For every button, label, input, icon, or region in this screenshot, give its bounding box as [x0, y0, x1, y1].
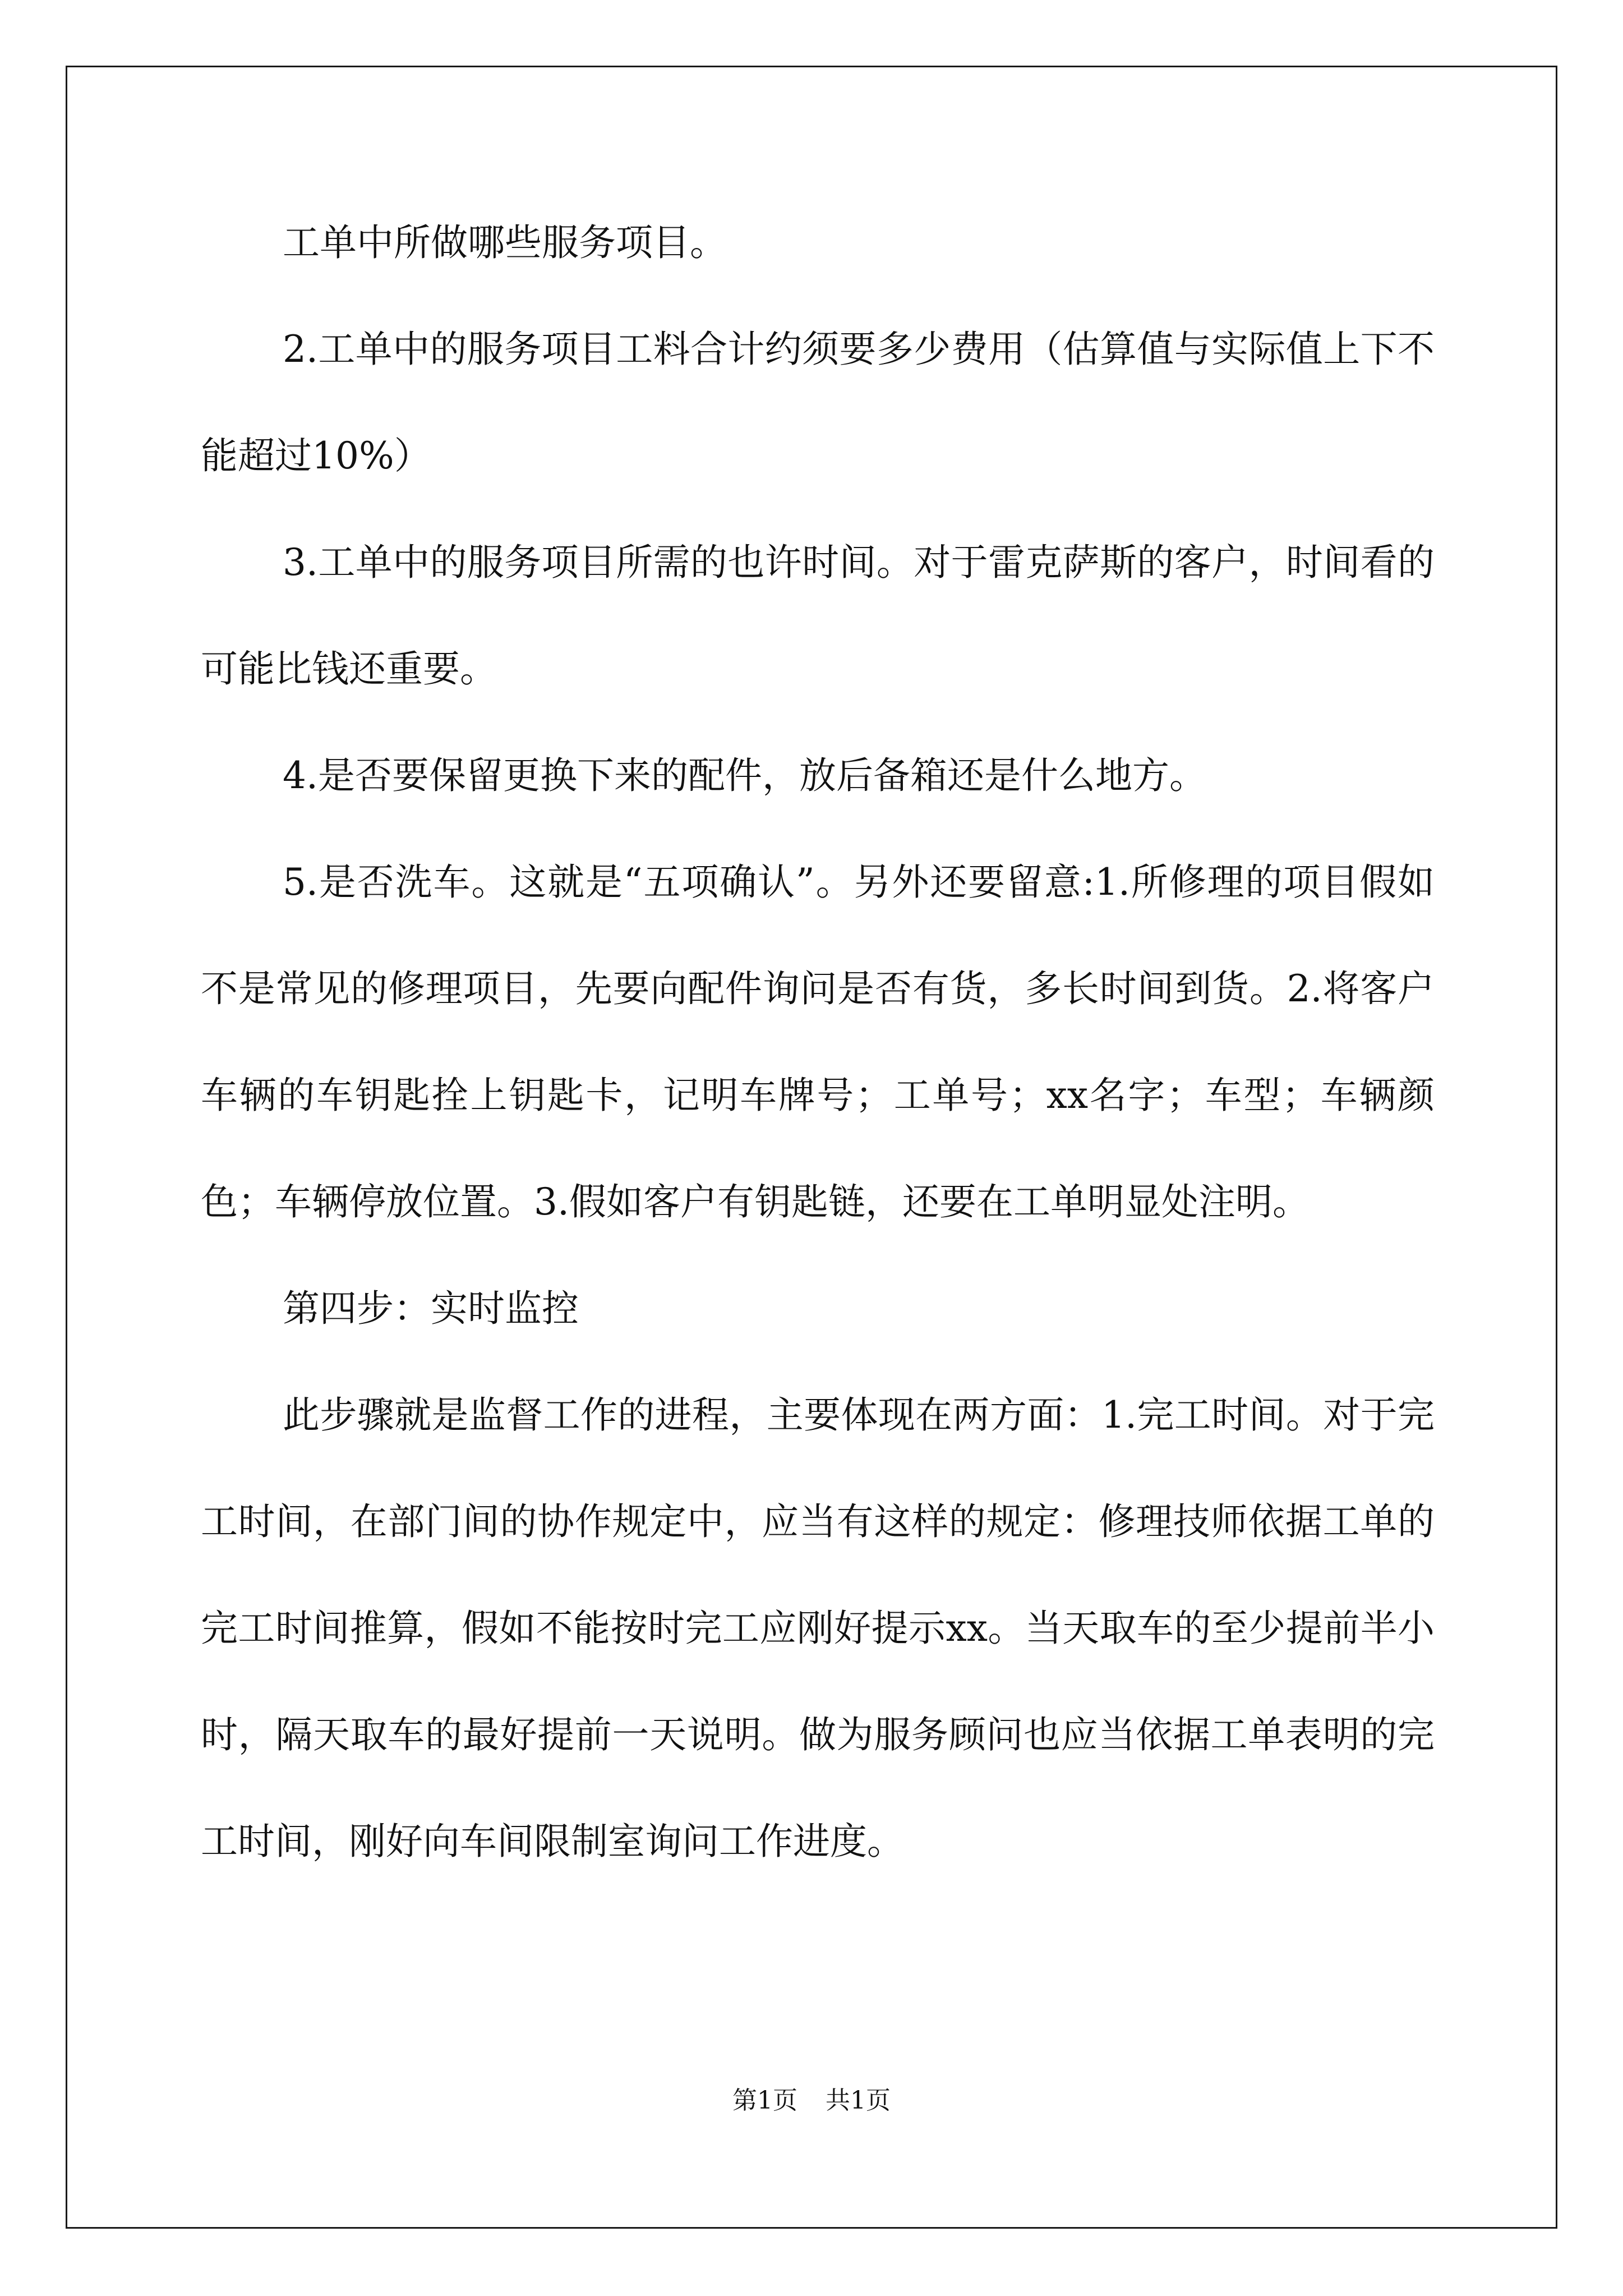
document-body [201, 190, 1435, 1895]
paragraph-monitoring: 此步骤就是监督工作的进程，主要体现在两方面：1.完工时间。对于完工时间，在部门间的协作规定中，应当有这样的规定：修理技师依据工单的完工时间推算，假如不能按时完工应刚好提示xx。当天取车的至少提前半小时，隔天取车的最好提前一天说明。做为服务顾问也应当依据工单表明的完工时间，刚好向车间限制室询问工作进度。 [201, 1393, 1435, 1863]
paragraph-keep-parts: 4.是否要保留更换下来的配件，放后备箱还是什么地方。 [283, 754, 1206, 797]
page-total: 共1页 [826, 2086, 891, 2115]
paragraph-time-estimate: 3.工单中的服务项目所需的也许时间。对于雷克萨斯的客户，时间看的可能比钱还重要。 [201, 541, 1435, 691]
section-heading-step-four: 第四步：实时监控 [283, 1287, 579, 1330]
paragraph-cost-estimate: 2.工单中的服务项目工料合计约须要多少费用（估算值与实际值上下不能超过10%） [201, 328, 1435, 477]
paragraph-car-wash: 5.是否洗车。这就是“五项确认”。另外还要留意:1.所修理的项目假如不是常见的修理项目，先要向配件询问是否有货，多长时间到货。2.将客户车辆的车钥匙拴上钥匙卡，记明车牌号；工单号；xx名字；车型；车辆颜色；车辆停放位置。3.假如客户有钥匙链，还要在工单明显处注明。 [201, 861, 1435, 1223]
page-footer [0, 2080, 1623, 2116]
paragraph-service-items: 工单中所做哪些服务项目。 [283, 221, 727, 264]
page-number: 第1页 [732, 2086, 797, 2115]
